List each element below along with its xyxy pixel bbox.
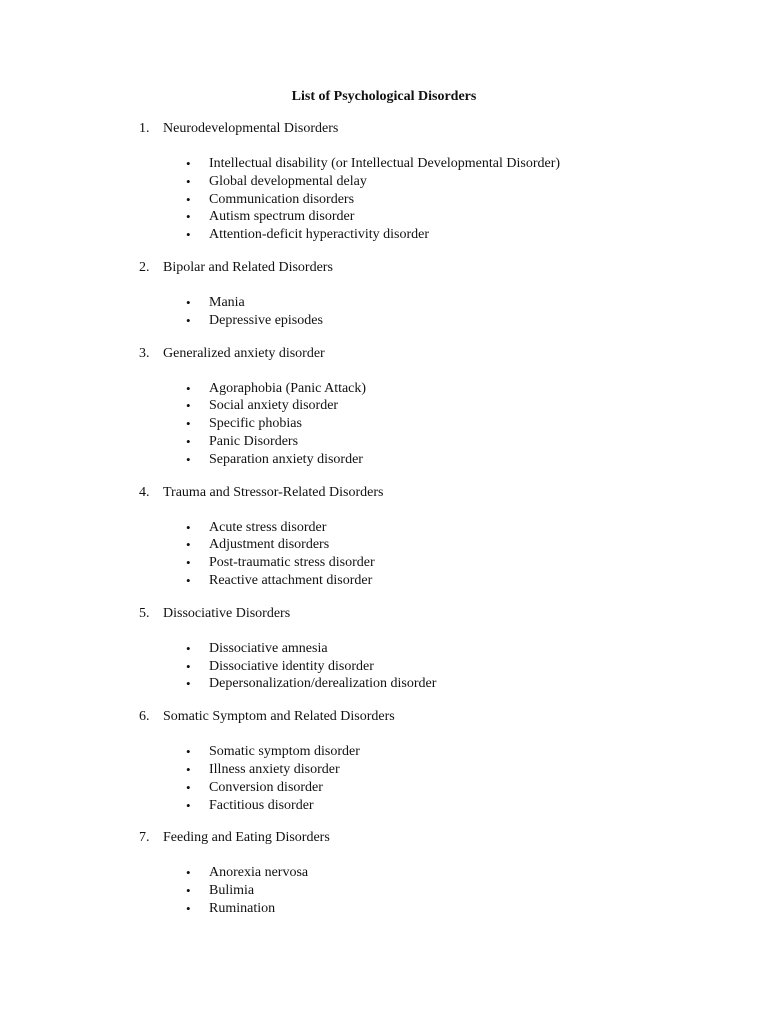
list-item (0, 864, 768, 882)
bullet-list (0, 864, 768, 917)
list-item (0, 640, 768, 658)
bullet-icon: • (186, 865, 191, 881)
bullet-icon: • (186, 433, 191, 449)
bullet-icon: • (186, 744, 191, 760)
section-title: Dissociative Disorders (163, 605, 291, 621)
section-number: 6. (139, 709, 150, 725)
list-item (0, 761, 768, 779)
list-item-text: Bulimia (209, 883, 255, 899)
bullet-list (0, 640, 768, 693)
section (0, 605, 768, 693)
list-item (0, 675, 768, 693)
list-item (0, 519, 768, 537)
list-item-text: Specific phobias (209, 416, 302, 432)
list-item (0, 208, 768, 226)
bullet-icon: • (186, 156, 191, 171)
bullet-icon: • (186, 416, 191, 432)
section-heading (0, 708, 768, 726)
list-item (0, 797, 768, 815)
list-item-text: Acute stress disorder (209, 519, 327, 535)
section (0, 345, 768, 469)
bullet-icon: • (186, 191, 191, 207)
page-title: List of Psychological Disorders (291, 89, 477, 104)
list-item (0, 658, 768, 676)
bullet-list (0, 294, 768, 330)
bullet-icon: • (186, 519, 191, 535)
list-item (0, 380, 768, 398)
list-item (0, 397, 768, 415)
bullet-icon: • (186, 312, 191, 328)
section (0, 829, 768, 917)
list-item (0, 779, 768, 797)
section-number: 4. (139, 484, 150, 500)
list-item-text: Mania (209, 294, 245, 310)
list-item (0, 451, 768, 469)
section-heading (0, 484, 768, 502)
list-item-text: Communication disorders (209, 191, 355, 207)
list-item (0, 572, 768, 590)
section-title: Generalized anxiety disorder (163, 345, 325, 361)
list-item (0, 900, 768, 918)
bullet-icon: • (186, 779, 191, 795)
bullet-icon: • (186, 380, 191, 396)
list-item-text: Adjustment disorders (209, 537, 330, 553)
bullet-icon: • (186, 294, 191, 310)
list-item-text: Dissociative amnesia (209, 640, 328, 656)
bullet-list (0, 380, 768, 469)
list-item (0, 554, 768, 572)
list-item-text: Agoraphobia (Panic Attack) (209, 380, 367, 396)
section-number: 7. (139, 830, 150, 846)
list-item-text: Autism spectrum disorder (209, 209, 355, 225)
bullet-icon: • (186, 797, 191, 813)
list-item-text: Factitious disorder (209, 797, 314, 813)
list-item-text: Conversion disorder (209, 779, 323, 795)
bullet-icon: • (186, 883, 191, 899)
section-title: Somatic Symptom and Related Disorders (163, 709, 395, 725)
list-item-text: Somatic symptom disorder (209, 744, 360, 760)
section (0, 259, 768, 330)
list-item (0, 191, 768, 209)
bullet-icon: • (186, 451, 191, 467)
list-item (0, 312, 768, 330)
document-body (0, 120, 768, 918)
section (0, 120, 768, 244)
section-number: 3. (139, 345, 150, 361)
bullet-icon: • (186, 676, 191, 692)
list-item (0, 226, 768, 244)
bullet-icon: • (186, 537, 191, 553)
list-item-text: Rumination (209, 900, 276, 916)
bullet-list (0, 519, 768, 590)
bullet-icon: • (186, 555, 191, 571)
section-heading (0, 345, 768, 363)
list-item (0, 294, 768, 312)
bullet-list (0, 155, 768, 244)
bullet-icon: • (186, 227, 191, 243)
bullet-icon: • (186, 572, 191, 588)
list-item-text: Panic Disorders (209, 433, 299, 449)
bullet-list (0, 743, 768, 814)
list-item (0, 433, 768, 451)
list-item (0, 743, 768, 761)
section-number: 5. (139, 605, 150, 621)
section (0, 708, 768, 814)
section-title: Neurodevelopmental Disorders (163, 121, 339, 136)
list-item-text: Separation anxiety disorder (209, 451, 363, 467)
list-item-text: Dissociative identity disorder (209, 658, 374, 674)
bullet-icon: • (186, 640, 191, 656)
bullet-icon: • (186, 900, 191, 916)
section-number: 1. (139, 121, 150, 136)
bullet-icon: • (186, 173, 191, 189)
section-heading (0, 829, 768, 847)
bullet-icon: • (186, 398, 191, 414)
list-item-text: Global developmental delay (209, 173, 367, 189)
list-item-text: Intellectual disability (or Intellectual Developmental Disorder) (209, 156, 561, 171)
list-item-text: Depressive episodes (209, 312, 323, 328)
list-item (0, 882, 768, 900)
bullet-icon: • (186, 209, 191, 225)
section-title: Trauma and Stressor-Related Disorders (163, 484, 384, 500)
section-heading (0, 120, 768, 138)
list-item (0, 536, 768, 554)
list-item (0, 173, 768, 191)
list-item (0, 155, 768, 173)
bullet-icon: • (186, 658, 191, 674)
section-number: 2. (139, 259, 150, 275)
list-item-text: Anorexia nervosa (209, 865, 309, 881)
section-heading (0, 605, 768, 623)
bullet-icon: • (186, 761, 191, 777)
list-item-text: Social anxiety disorder (209, 398, 339, 414)
list-item-text: Illness anxiety disorder (209, 761, 340, 777)
section-heading (0, 259, 768, 277)
list-item-text: Post-traumatic stress disorder (209, 555, 375, 571)
section-title: Bipolar and Related Disorders (163, 259, 333, 275)
list-item-text: Reactive attachment disorder (209, 572, 373, 588)
section (0, 484, 768, 590)
section-title: Feeding and Eating Disorders (163, 830, 330, 846)
list-item-text: Attention-deficit hyperactivity disorder (209, 227, 430, 243)
list-item-text: Depersonalization/derealization disorder (209, 676, 437, 692)
list-item (0, 415, 768, 433)
